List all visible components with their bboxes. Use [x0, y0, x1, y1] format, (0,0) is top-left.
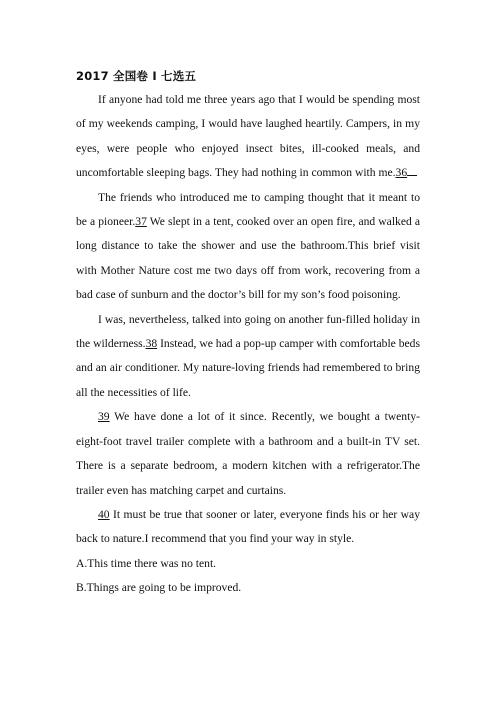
paragraph-text: It must be true that sooner or later, everyone finds his or her way back to nature.I recommend that you find your way in style.: [76, 507, 420, 546]
passage: [76, 88, 420, 601]
paragraph-4: [76, 405, 420, 503]
paragraph-2: [76, 186, 420, 308]
blank-number-38: 38: [145, 337, 158, 351]
paragraph-5: [76, 503, 420, 552]
blank-number-36: 36: [395, 166, 408, 180]
paragraph-text-continued: We slept in a tent, cooked over an open fire, and walked a long distance to take the shower and use the bathroom.This brief visit with Mother Nature cost me two days off from work, recovering from a bad case of sunburn and the doctor’s bill for my son’s food poisoning.: [76, 215, 420, 302]
blank-line: [407, 174, 417, 176]
blank-number-37: 37: [135, 215, 147, 229]
blank-number-39: 39: [98, 410, 110, 424]
option-b: B.Things are going to be improved.: [76, 581, 242, 595]
blank-number-40: 40: [98, 507, 110, 521]
paragraph-text-continued: Instead, we had a pop-up camper with comfortable beds and an air conditioner. My nature-loving friends had remembered to bring all the necessities of life.: [76, 337, 420, 399]
paragraph-text: If anyone had told me three years ago that I would be spending most of my weekends camping, I would have laughed heartily. Campers, in my eyes, were people who enjoyed insect bites, ill-cooked meals, and uncomfortable sleeping bags. They had nothing in common with me.: [76, 93, 420, 180]
paragraph-text: I was, nevertheless, talked into going on another fun-filled holiday in the wilderness.: [76, 312, 420, 351]
page-title: 2017 全国卷 I 七选五: [76, 69, 197, 83]
paragraph-text: We have done a lot of it since. Recently, we bought a twenty-eight-foot travel trailer complete with a bathroom and a built-in TV set. There is a separate bedroom, a modern kitchen with a refrigerator.The trailer even has matching carpet and curtains.: [76, 410, 420, 497]
paragraph-text: The friends who introduced me to camping thought that it meant to be a pioneer.: [76, 190, 420, 229]
paragraph-1: [76, 88, 420, 186]
option-a: A.This time there was no tent.: [76, 556, 217, 570]
paragraph-3: [76, 308, 420, 406]
